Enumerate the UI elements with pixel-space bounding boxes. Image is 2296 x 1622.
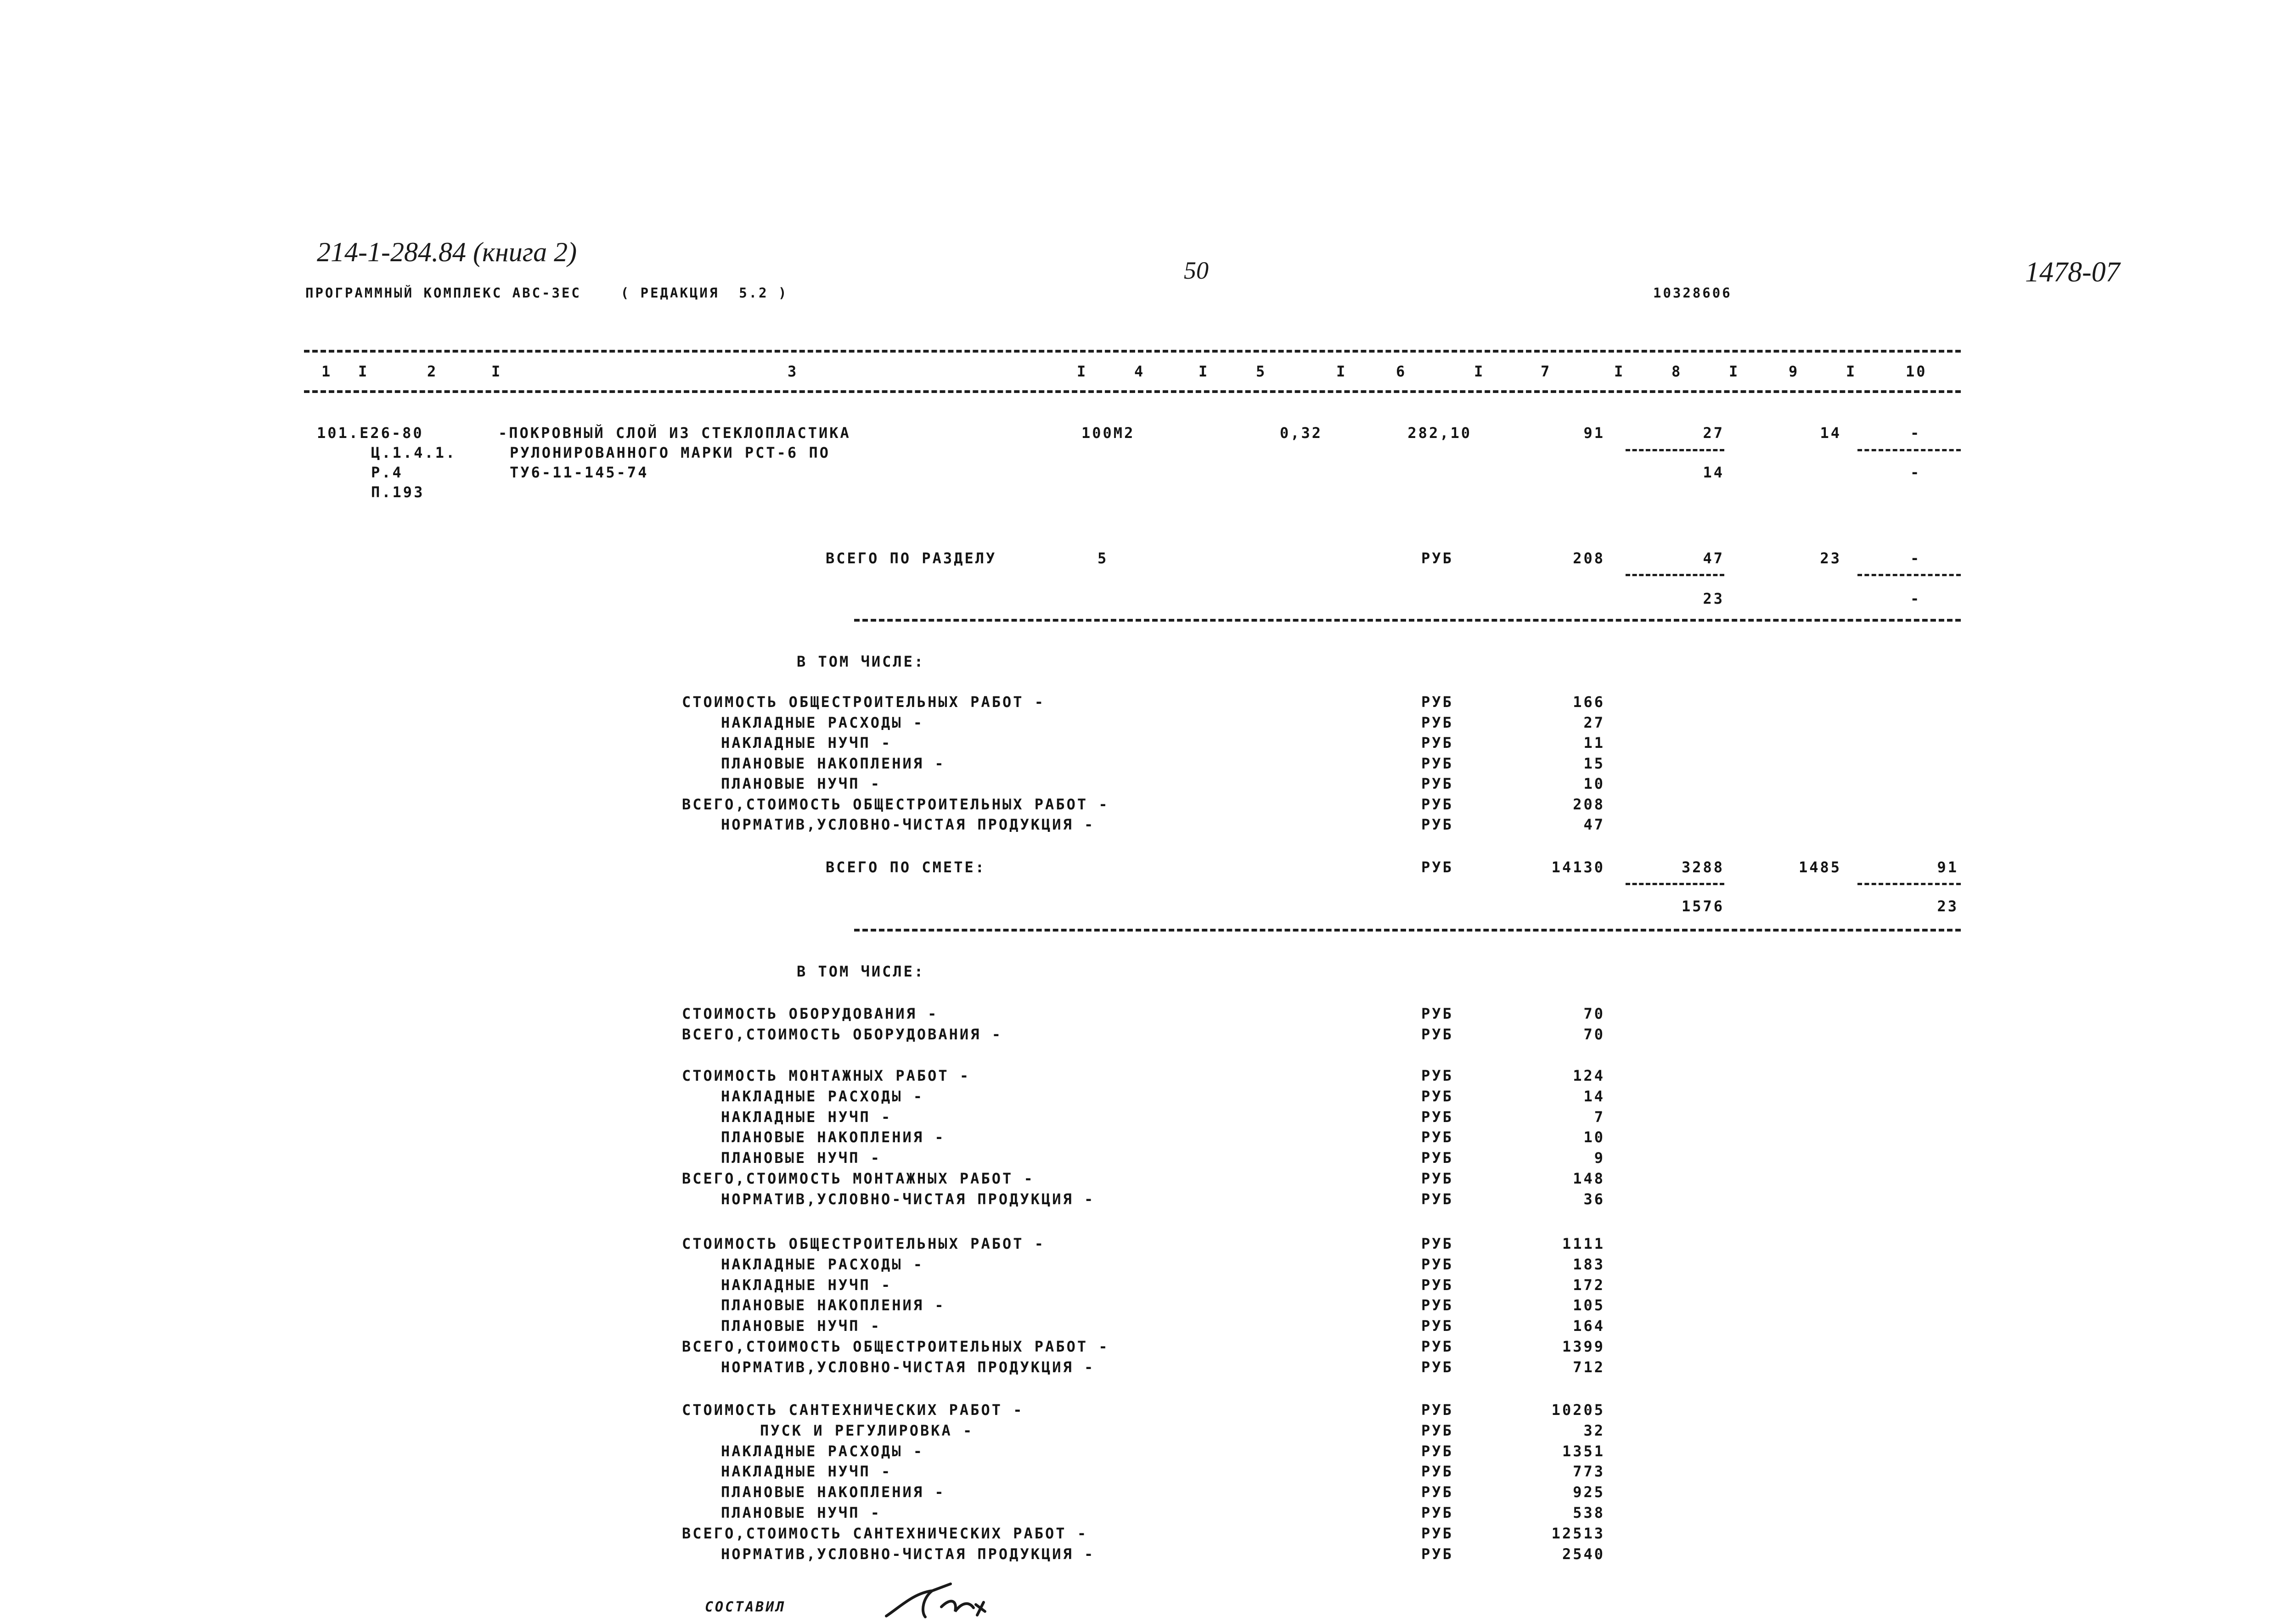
item-col10-top: - — [1910, 424, 1921, 442]
breakdown-label: НАКЛАДНЫЕ НУЧП - — [721, 1463, 892, 1481]
column-number-10: 10 — [1906, 363, 1927, 380]
breakdown-currency: РУБ — [1421, 1025, 1453, 1043]
breakdown-currency: РУБ — [1421, 1255, 1453, 1273]
corner-number: 1478-07 — [2025, 257, 2120, 288]
breakdown-value: 2540 — [1562, 1545, 1605, 1563]
breakdown-value: 10205 — [1551, 1401, 1605, 1419]
breakdown-value: 14 — [1583, 1087, 1605, 1105]
signature — [882, 1579, 1001, 1621]
breakdown-currency: РУБ — [1421, 1235, 1453, 1252]
breakdown-value: 47 — [1583, 816, 1605, 833]
breakdown-currency: РУБ — [1421, 754, 1453, 772]
item-col8-top: 27 — [1703, 424, 1724, 442]
program-line: ПРОГРАММНЫЙ КОМПЛЕКС АВС-3ЕС ( РЕДАКЦИЯ 5.2 ) — [305, 285, 788, 301]
breakdown-label: ПЛАНОВЫЕ НАКОПЛЕНИЯ - — [721, 1296, 945, 1314]
column-number-3: 3 — [788, 363, 799, 380]
breakdown-label: ПЛАНОВЫЕ НУЧП - — [721, 1149, 881, 1167]
column-separator: I — [1077, 363, 1088, 380]
column-number-9: 9 — [1789, 363, 1800, 380]
breakdown-currency: РУБ — [1421, 1170, 1453, 1187]
item-description-line: -ПОКРОВНЫЙ СЛОЙ ИЗ СТЕКЛОПЛАСТИКА — [498, 424, 851, 442]
estimate-col8-top: 3288 — [1681, 859, 1724, 876]
column-separator: I — [491, 363, 502, 380]
breakdown-value: 7 — [1594, 1108, 1605, 1126]
breakdown-value: 70 — [1583, 1025, 1605, 1043]
breakdown-value: 166 — [1573, 693, 1605, 711]
section-end-rule — [854, 619, 1961, 622]
breakdown-label: НАКЛАДНЫЕ РАСХОДЫ - — [721, 1255, 924, 1273]
breakdown-currency: РУБ — [1421, 1442, 1453, 1460]
breakdown-label: ПЛАНОВЫЕ НАКОПЛЕНИЯ - — [721, 754, 945, 772]
breakdown-value: 10 — [1583, 1128, 1605, 1146]
breakdown-currency: РУБ — [1421, 816, 1453, 833]
breakdown-currency: РУБ — [1421, 1504, 1453, 1521]
item-col8-bottom: 14 — [1703, 464, 1724, 481]
including-label-2: В ТОМ ЧИСЛЕ: — [797, 963, 925, 980]
breakdown-currency: РУБ — [1421, 693, 1453, 711]
item-total: 91 — [1583, 424, 1605, 442]
breakdown-currency: РУБ — [1421, 1338, 1453, 1355]
breakdown-label: СТОИМОСТЬ МОНТАЖНЫХ РАБОТ - — [682, 1067, 971, 1084]
header-top-rule — [304, 350, 1961, 353]
breakdown-currency: РУБ — [1421, 1190, 1453, 1208]
breakdown-label: ПЛАНОВЫЕ НУЧП - — [721, 775, 881, 792]
item-unit-price: 282,10 — [1407, 424, 1472, 442]
breakdown-currency: РУБ — [1421, 795, 1453, 813]
breakdown-value: 1351 — [1562, 1442, 1605, 1460]
breakdown-label: НАКЛАДНЫЕ НУЧП - — [721, 1108, 892, 1126]
breakdown-label: НАКЛАДНЫЕ НУЧП - — [721, 734, 892, 752]
estimate-currency: РУБ — [1421, 859, 1453, 876]
section-col8-bottom: 23 — [1703, 590, 1724, 607]
breakdown-currency: РУБ — [1421, 1005, 1453, 1022]
column-number-5: 5 — [1256, 363, 1267, 380]
item-description-line: ТУ6-11-145-74 — [510, 464, 649, 481]
breakdown-currency: РУБ — [1421, 1317, 1453, 1335]
breakdown-value: 183 — [1573, 1255, 1605, 1273]
column-number-2: 2 — [427, 363, 438, 380]
column-separator: I — [1474, 363, 1485, 380]
breakdown-label: НАКЛАДНЫЕ НУЧП - — [721, 1276, 892, 1294]
breakdown-label: НАКЛАДНЫЕ РАСХОДЫ - — [721, 713, 924, 731]
breakdown-value: 70 — [1583, 1005, 1605, 1022]
breakdown-value: 11 — [1583, 734, 1605, 752]
breakdown-label: НОРМАТИВ,УСЛОВНО-ЧИСТАЯ ПРОДУКЦИЯ - — [721, 1545, 1095, 1563]
item-quantity: 0,32 — [1279, 424, 1322, 442]
section-number: 5 — [1097, 550, 1109, 567]
estimate-col8-bottom: 1576 — [1681, 898, 1724, 915]
breakdown-currency: РУБ — [1421, 1463, 1453, 1481]
breakdown-label: ВСЕГО,СТОИМОСТЬ ОБОРУДОВАНИЯ - — [682, 1025, 1002, 1043]
breakdown-value: 538 — [1573, 1504, 1605, 1521]
breakdown-currency: РУБ — [1421, 1149, 1453, 1167]
breakdown-label: СТОИМОСТЬ САНТЕХНИЧЕСКИХ РАБОТ - — [682, 1401, 1024, 1419]
item-code-line: 101.E26-80 — [317, 424, 424, 442]
breakdown-value: 172 — [1573, 1276, 1605, 1294]
column-header-row — [304, 362, 1961, 382]
estimate-total-label: ВСЕГО ПО СМЕТЕ: — [826, 859, 986, 876]
breakdown-label: ВСЕГО,СТОИМОСТЬ МОНТАЖНЫХ РАБОТ - — [682, 1170, 1035, 1187]
page-number: 50 — [1184, 257, 1209, 284]
estimate-col10-top: 91 — [1937, 859, 1958, 876]
breakdown-currency: РУБ — [1421, 1401, 1453, 1419]
section-col10-bottom: - — [1910, 590, 1921, 607]
section-col9: 23 — [1820, 550, 1841, 567]
breakdown-label: ПЛАНОВЫЕ НУЧП - — [721, 1317, 881, 1335]
breakdown-currency: РУБ — [1421, 1276, 1453, 1294]
including-label-1: В ТОМ ЧИСЛЕ: — [797, 653, 925, 670]
column-number-7: 7 — [1541, 363, 1552, 380]
breakdown-label: НОРМАТИВ,УСЛОВНО-ЧИСТАЯ ПРОДУКЦИЯ - — [721, 1358, 1095, 1376]
breakdown-value: 124 — [1573, 1067, 1605, 1084]
breakdown-currency: РУБ — [1421, 1545, 1453, 1563]
breakdown-currency: РУБ — [1421, 1524, 1453, 1542]
breakdown-value: 12513 — [1551, 1524, 1605, 1542]
column-separator: I — [358, 363, 369, 380]
item-col8-divider — [1626, 449, 1724, 451]
breakdown-value: 105 — [1573, 1296, 1605, 1314]
breakdown-label: ПЛАНОВЫЕ НАКОПЛЕНИЯ - — [721, 1483, 945, 1501]
item-col10-bottom: - — [1910, 464, 1921, 481]
column-number-6: 6 — [1396, 363, 1407, 380]
estimate-col10-divider — [1857, 883, 1961, 885]
breakdown-currency: РУБ — [1421, 1128, 1453, 1146]
section-currency: РУБ — [1421, 550, 1453, 567]
breakdown-label: НАКЛАДНЫЕ РАСХОДЫ - — [721, 1087, 924, 1105]
item-col9: 14 — [1820, 424, 1841, 442]
section-col10-top: - — [1910, 550, 1921, 567]
breakdown-value: 32 — [1583, 1421, 1605, 1439]
breakdown-label: ВСЕГО,СТОИМОСТЬ САНТЕХНИЧЕСКИХ РАБОТ - — [682, 1524, 1088, 1542]
breakdown-currency: РУБ — [1421, 1358, 1453, 1376]
breakdown-value: 1111 — [1562, 1235, 1605, 1252]
breakdown-currency: РУБ — [1421, 1421, 1453, 1439]
breakdown-currency: РУБ — [1421, 1296, 1453, 1314]
breakdown-currency: РУБ — [1421, 775, 1453, 792]
breakdown-currency: РУБ — [1421, 1087, 1453, 1105]
column-separator: I — [1729, 363, 1740, 380]
estimate-end-rule — [854, 929, 1961, 932]
estimate-col10-bottom: 23 — [1937, 898, 1958, 915]
estimate-col9: 1485 — [1798, 859, 1841, 876]
composed-label: СОСТАВИЛ — [705, 1599, 786, 1615]
breakdown-label: НОРМАТИВ,УСЛОВНО-ЧИСТАЯ ПРОДУКЦИЯ - — [721, 816, 1095, 833]
breakdown-label: НОРМАТИВ,УСЛОВНО-ЧИСТАЯ ПРОДУКЦИЯ - — [721, 1190, 1095, 1208]
breakdown-label: СТОИМОСТЬ ОБЩЕСТРОИТЕЛЬНЫХ РАБОТ - — [682, 1235, 1046, 1252]
column-separator: I — [1614, 363, 1625, 380]
breakdown-currency: РУБ — [1421, 1483, 1453, 1501]
section-col10-divider — [1857, 574, 1961, 576]
breakdown-currency: РУБ — [1421, 713, 1453, 731]
breakdown-currency: РУБ — [1421, 734, 1453, 752]
breakdown-value: 10 — [1583, 775, 1605, 792]
header-bottom-rule — [304, 390, 1961, 393]
column-separator: I — [1199, 363, 1210, 380]
item-code-line: Р.4 — [371, 464, 403, 481]
breakdown-label: ВСЕГО,СТОИМОСТЬ ОБЩЕСТРОИТЕЛЬНЫХ РАБОТ - — [682, 1338, 1109, 1355]
item-code-line: П.193 — [371, 483, 425, 501]
section-total-label: ВСЕГО ПО РАЗДЕЛУ — [826, 550, 997, 567]
column-number-4: 4 — [1134, 363, 1145, 380]
breakdown-label: ПУСК И РЕГУЛИРОВКА - — [760, 1421, 974, 1439]
breakdown-label: ПЛАНОВЫЕ НАКОПЛЕНИЯ - — [721, 1128, 945, 1146]
breakdown-value: 9 — [1594, 1149, 1605, 1167]
breakdown-value: 773 — [1573, 1463, 1605, 1481]
item-code-line: Ц.1.4.1. — [371, 444, 457, 461]
breakdown-currency: РУБ — [1421, 1108, 1453, 1126]
breakdown-value: 15 — [1583, 754, 1605, 772]
breakdown-value: 164 — [1573, 1317, 1605, 1335]
item-col10-divider — [1857, 449, 1961, 451]
breakdown-label: НАКЛАДНЫЕ РАСХОДЫ - — [721, 1442, 924, 1460]
column-number-8: 8 — [1671, 363, 1683, 380]
breakdown-value: 36 — [1583, 1190, 1605, 1208]
breakdown-value: 208 — [1573, 795, 1605, 813]
breakdown-value: 27 — [1583, 713, 1605, 731]
breakdown-currency: РУБ — [1421, 1067, 1453, 1084]
column-number-1: 1 — [321, 363, 332, 380]
document-reference: 214-1-284.84 (книга 2) — [317, 237, 577, 267]
breakdown-value: 148 — [1573, 1170, 1605, 1187]
breakdown-label: СТОИМОСТЬ ОБОРУДОВАНИЯ - — [682, 1005, 939, 1022]
column-separator: I — [1846, 363, 1857, 380]
breakdown-value: 925 — [1573, 1483, 1605, 1501]
breakdown-value: 1399 — [1562, 1338, 1605, 1355]
section-col8-top: 47 — [1703, 550, 1724, 567]
item-unit: 100М2 — [1081, 424, 1135, 442]
breakdown-label: СТОИМОСТЬ ОБЩЕСТРОИТЕЛЬНЫХ РАБОТ - — [682, 693, 1046, 711]
item-description-line: РУЛОНИРОВАННОГО МАРКИ РСТ-6 ПО — [510, 444, 830, 461]
section-total-value: 208 — [1573, 550, 1605, 567]
breakdown-value: 712 — [1573, 1358, 1605, 1376]
section-col8-divider — [1626, 574, 1724, 576]
breakdown-label: ПЛАНОВЫЕ НУЧП - — [721, 1504, 881, 1521]
document-code: 10328606 — [1653, 285, 1732, 301]
estimate-total-value: 14130 — [1551, 859, 1605, 876]
estimate-col8-divider — [1626, 883, 1724, 885]
column-separator: I — [1336, 363, 1347, 380]
breakdown-label: ВСЕГО,СТОИМОСТЬ ОБЩЕСТРОИТЕЛЬНЫХ РАБОТ - — [682, 795, 1109, 813]
